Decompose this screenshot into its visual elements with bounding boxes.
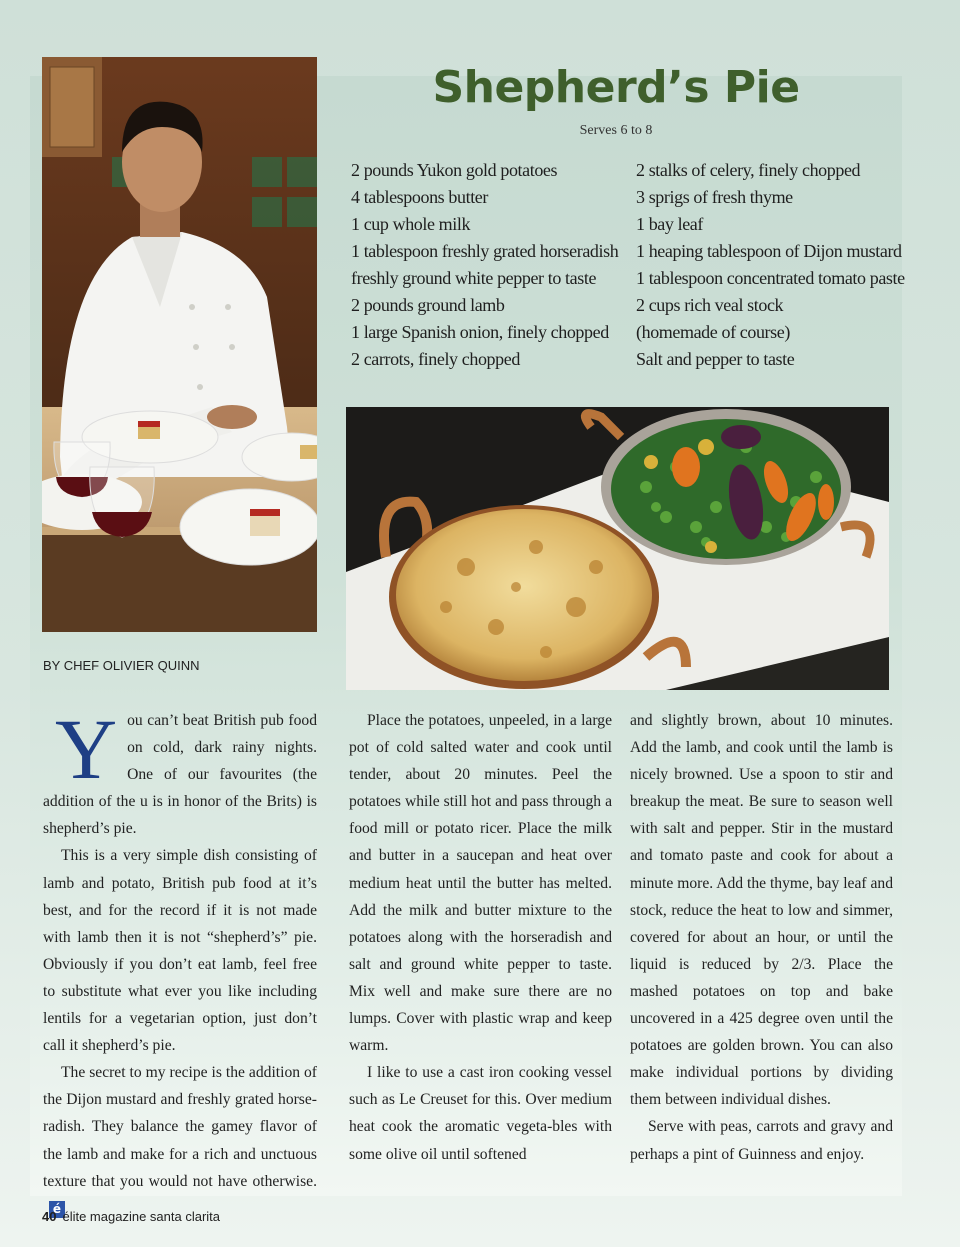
article-column-2 — [349, 707, 612, 1168]
ingredient: 2 stalks of celery, finely chopped — [636, 160, 861, 180]
ingredients-right — [636, 157, 905, 373]
article-column-1 — [43, 701, 317, 1222]
ingredient: (homemade of course) — [636, 322, 790, 342]
ingredient: freshly ground white pepper to taste — [351, 268, 597, 288]
byline: BY CHEF OLIVIER QUINN — [43, 658, 200, 673]
ingredient: 2 carrots, finely chopped — [351, 349, 520, 369]
drop-cap: Y — [55, 701, 118, 797]
ingredient: 2 cups rich veal stock — [636, 295, 784, 315]
ingredient: 3 sprigs of fresh thyme — [636, 187, 793, 207]
intro-paragraph — [43, 701, 317, 842]
ingredients-left — [351, 157, 618, 373]
paragraph-text: ou can’t beat British pub food on cold, dark rainy nights. One of our favourites (the addition of the u is in honor of the Brits) is shepherd’s pie. — [43, 712, 317, 838]
ingredient: 2 pounds Yukon gold potatoes — [351, 160, 558, 180]
ingredient: 1 cup whole milk — [351, 214, 471, 234]
chef-photo — [42, 57, 317, 632]
recipe-title: Shepherd’s Pie — [432, 62, 800, 113]
magazine-name: élite magazine santa clarita — [62, 1209, 220, 1224]
ingredient: 4 tablespoons butter — [351, 187, 488, 207]
paragraph: I like to use a cast iron cooking vessel such as Le Creuset for this. Over medium heat cook the aromatic vegeta-bles with some olive oil until softened — [349, 1064, 612, 1163]
paragraph: This is a very simple dish consisting of lamb and potato, British pub food at it’s best, and for the record if it is not made with lamb then it is not “shepherd’s” pie. Obviously if you don’t eat lamb, feel free to substitute what ever you like including lentils for a vegetarian option, just don’t call it shepherd’s pie. — [43, 847, 317, 1055]
food-photo — [346, 407, 889, 690]
end-mark-icon: é — [49, 1201, 65, 1218]
page-number: 40 — [42, 1209, 57, 1224]
paragraph: Place the potatoes, unpeeled, in a large pot of cold salted water and cook until tender, about 20 minutes. Peel the potatoes while still hot and pass through a food mill or potato ricer. Place the milk and butter in a saucepan and heat over medium heat until the butter has melted. Add the milk and butter mixture to the potatoes along with the horseradish and salt and ground white pepper to taste. Mix well and make sure there are no lumps. Cover with plastic wrap and keep warm. — [349, 712, 612, 1055]
ingredient: 1 heaping tablespoon of Dijon mustard — [636, 241, 902, 261]
paragraph — [43, 1059, 317, 1222]
ingredient: 1 tablespoon freshly grated horseradish — [351, 241, 619, 261]
page-footer — [42, 1209, 220, 1224]
ingredient: 2 pounds ground lamb — [351, 295, 505, 315]
paragraph-text: The secret to my recipe is the addition of the Dijon mustard and freshly grated horse-radish. They balance the gamey flavor of the lamb and make for a rich and unctuous texture that you would not have otherwise. — [43, 1064, 317, 1190]
article-column-3 — [630, 707, 893, 1168]
servings: Serves 6 to 8 — [579, 123, 653, 138]
ingredient: Salt and pepper to taste — [636, 349, 795, 369]
ingredient: 1 tablespoon concentrated tomato paste — [636, 268, 905, 288]
paragraph: Serve with peas, carrots and gravy and perhaps a pint of Guinness and enjoy. — [630, 1118, 893, 1163]
paragraph: and slightly brown, about 10 minutes. Add the lamb, and cook until the lamb is nicely browned. Use a spoon to stir and breakup the meat. Be sure to season well with salt and pepper. Stir in the mustard and tomato paste and cook for about a minute more. Add the thyme, bay leaf and stock, reduce the heat to low and simmer, covered for about an hour, or until the liquid is reduced by 2/3. Place the mashed potatoes on top and bake uncovered in a 425 degree oven until the potatoes are golden brown. You can also make individual portions by dividing them between individual dishes. — [630, 712, 893, 1109]
ingredient: 1 bay leaf — [636, 214, 703, 234]
ingredient: 1 large Spanish onion, finely chopped — [351, 322, 609, 342]
